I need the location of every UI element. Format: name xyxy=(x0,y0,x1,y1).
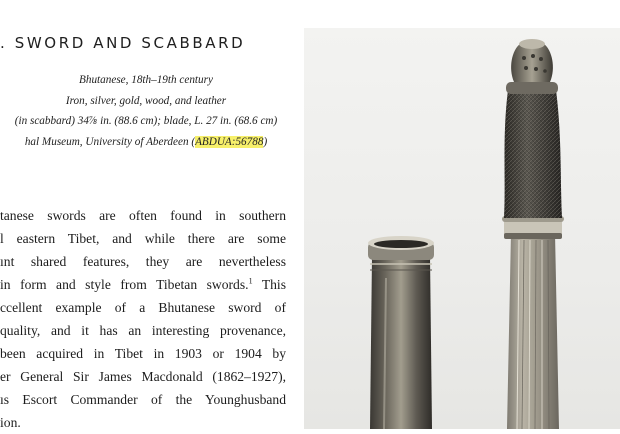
entry-title: . SWORD AND SCABBARD xyxy=(0,34,246,52)
body-line: l eastern Tibet, and while there are some xyxy=(0,231,286,246)
accession-number-highlight[interactable]: ABDUA:56788 xyxy=(195,135,264,148)
catalog-origin: Bhutanese, 18th–19th century xyxy=(79,74,213,86)
body-line-tail: This xyxy=(252,277,287,292)
catalog-info xyxy=(0,70,292,152)
collection-prefix: hal Museum, University of Aberdeen ( xyxy=(24,135,196,148)
body-line-text: in form and style from Tibetan swords. xyxy=(0,277,249,292)
sword-grip xyxy=(504,82,562,218)
body-line: quality, and it has an interesting provenance, xyxy=(0,323,286,338)
body-line: ıs Escort Commander of the Younghusband xyxy=(0,392,286,407)
catalog-dimensions: (in scabbard) 34⅞ in. (88.6 cm); blade, L. 27 in. (68.6 cm) xyxy=(14,115,278,127)
body-paragraph xyxy=(0,204,286,434)
sword-pommel xyxy=(511,39,553,82)
collection-suffix: ) xyxy=(263,135,268,148)
body-line: tanese swords are often found in southern xyxy=(0,208,286,223)
sword-guard xyxy=(502,216,564,239)
catalog-collection xyxy=(0,132,292,153)
body-line: been acquired in Tibet in 1903 or 1904 by xyxy=(0,346,286,361)
body-line xyxy=(0,273,286,296)
scabbard xyxy=(368,236,434,429)
body-line: ion. xyxy=(0,415,21,430)
sword-scabbard-photo xyxy=(304,28,620,429)
body-line: ccellent example of a Bhutanese sword of xyxy=(0,300,286,315)
sword-blade xyxy=(507,233,559,429)
sword-scabbard-illustration xyxy=(304,28,620,429)
body-line: er General Sir James Macdonald (1862–1927), xyxy=(0,369,286,384)
catalog-materials: Iron, silver, gold, wood, and leather xyxy=(65,94,227,107)
footnote-marker[interactable]: 1 xyxy=(248,276,253,286)
body-line: ınt shared features, they are nevertheless xyxy=(0,254,286,269)
